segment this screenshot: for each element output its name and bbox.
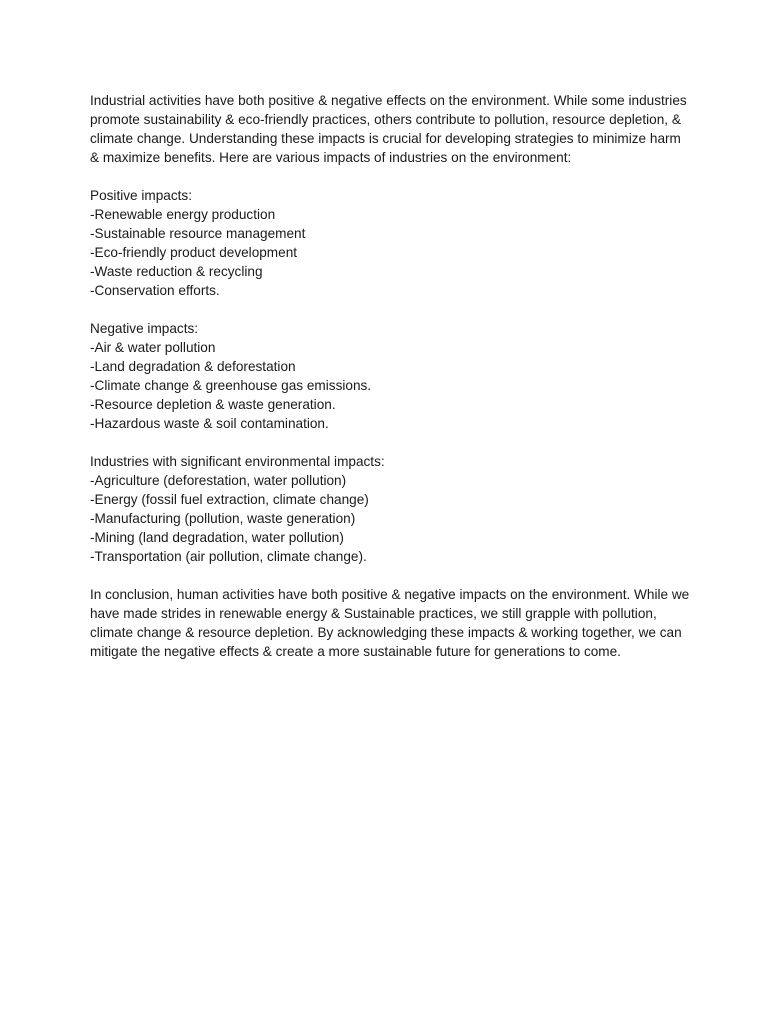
list-item: -Hazardous waste & soil contamination.: [90, 416, 329, 431]
intro-paragraph: Industrial activities have both positive & negative effects on the environment. While some industries promote sustainability & eco-friendly practices, others contribute to pollution, resource depletion, & climate change. Understanding these impacts is crucial for developing strategies to minimize harm & maximize benefits. Here are various impacts of industries on the environment:: [90, 93, 687, 165]
document-page: [90, 91, 690, 680]
list-item: -Resource depletion & waste generation.: [90, 397, 336, 412]
list-item: -Eco-friendly product development: [90, 245, 298, 260]
list-item: -Agriculture (deforestation, water pollution): [90, 473, 347, 488]
list-item: -Mining (land degradation, water pollution): [90, 530, 344, 545]
list-item: -Sustainable resource management: [90, 226, 306, 241]
list-item: -Air & water pollution: [90, 340, 216, 355]
negative-impacts-section: [90, 319, 690, 433]
list-item: -Transportation (air pollution, climate change).: [90, 549, 367, 564]
list-item: -Waste reduction & recycling: [90, 264, 263, 279]
industries-section: [90, 452, 690, 566]
list-item: -Conservation efforts.: [90, 283, 220, 298]
industries-heading: Industries with significant environmental impacts:: [90, 454, 385, 469]
conclusion-paragraph: In conclusion, human activities have both positive & negative impacts on the environment. While we have made strides in renewable energy & Sustainable practices, we still grapple with pollution, climate change & resource depletion. By acknowledging these impacts & working together, we can mitigate the negative effects & create a more sustainable future for generations to come.: [90, 587, 690, 659]
positive-impacts-heading: Positive impacts:: [90, 188, 192, 203]
list-item: -Land degradation & deforestation: [90, 359, 296, 374]
list-item: -Climate change & greenhouse gas emissions.: [90, 378, 372, 393]
list-item: -Renewable energy production: [90, 207, 276, 222]
positive-impacts-section: [90, 186, 690, 300]
list-item: -Manufacturing (pollution, waste generation): [90, 511, 356, 526]
list-item: -Energy (fossil fuel extraction, climate change): [90, 492, 369, 507]
negative-impacts-heading: Negative impacts:: [90, 321, 199, 336]
